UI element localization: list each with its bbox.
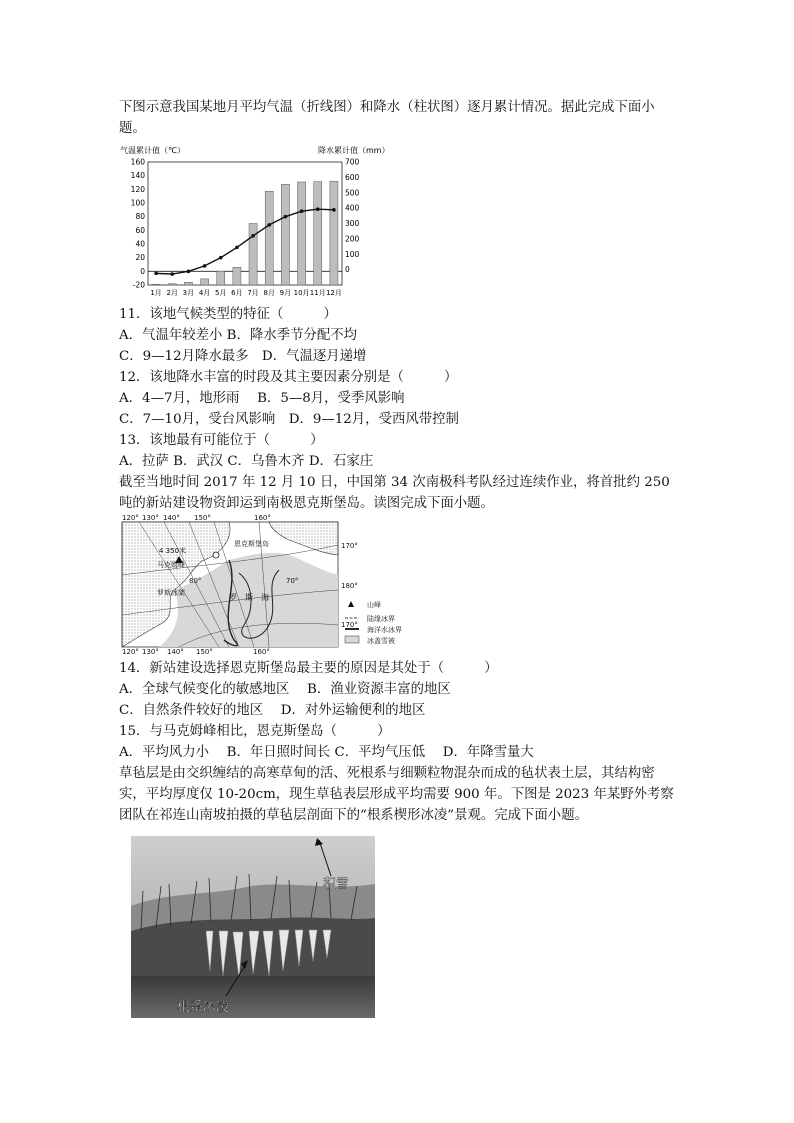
right-tick-label: 200 <box>345 234 360 244</box>
antarctic-map-svg <box>119 515 417 655</box>
legend-sea-ice-label: 海洋水冰界 <box>367 626 402 634</box>
x-tick-label: 5月 <box>215 289 227 297</box>
left-tick-label: -20 <box>132 280 145 290</box>
top-lon-150: 150° <box>194 514 211 522</box>
precip-bar <box>184 282 192 285</box>
top-lon-120: 120° <box>122 514 139 522</box>
bottom-lon-150: 150° <box>196 648 213 656</box>
temp-point <box>284 215 288 219</box>
temp-point <box>332 208 336 212</box>
x-tick-label: 11月 <box>309 289 326 297</box>
peak-name-label: 马克姆峰 <box>157 561 185 569</box>
left-tick-label: 40 <box>135 239 145 249</box>
temp-point <box>203 264 207 268</box>
top-lon-160: 160° <box>254 514 271 522</box>
left-tick-label: 140 <box>130 171 145 181</box>
right-axis-title: 降水累计值（mm） <box>318 146 390 155</box>
left-tick-label: 20 <box>135 253 145 263</box>
q11-options-line1: A．气温年较差小 B．降水季节分配不均 <box>119 328 358 343</box>
left-tick-label: 60 <box>135 225 145 235</box>
right-tick-label: 400 <box>345 203 360 213</box>
q12-options-line1: A．4—7月，地形雨 B．5—8月，受季风影响 <box>119 391 405 406</box>
intro-paragraph-2: 截至当地时间 2017 年 12 月 10 日，中国第 34 次南极科考队经过连续作业，将首批约 250 吨的新站建设物资卸运到南极恩克斯堡岛。读图完成下面小题。 <box>119 475 670 511</box>
q14-stem: 14．新站建设选择恩克斯堡岛最主要的原因是其处于（ ） <box>119 661 498 676</box>
right-label-3: 170° <box>341 621 358 629</box>
temp-point <box>235 246 239 250</box>
root-ice-label: 根系冰凌 <box>177 1000 230 1015</box>
top-lon-130: 130° <box>142 514 159 522</box>
x-tick-label: 2月 <box>166 289 178 297</box>
right-tick-label: 300 <box>345 219 360 228</box>
island-marker <box>213 552 219 558</box>
q12-stem: 12．该地降水丰富的时段及其主要因素分别是（ ） <box>119 370 458 385</box>
ice-shelf-label: 罗斯冰架 <box>157 589 185 597</box>
climate-chart-svg <box>118 142 390 302</box>
left-tick-label: 160 <box>130 157 145 167</box>
turf-profile-svg <box>131 836 375 1018</box>
q14-options-line1: A．全球气候变化的敏感地区 B．渔业资源丰富的地区 <box>119 682 451 697</box>
q15-stem: 15．与马克姆峰相比，恩克斯堡岛（ ） <box>119 724 391 739</box>
antarctic-map <box>119 515 417 655</box>
right-label-1: 170° <box>341 542 358 550</box>
q11-options-line2: C．9—12月降水最多 D．气温逐月递增 <box>119 349 367 364</box>
temp-point <box>170 272 174 276</box>
right-tick-label: 0 <box>345 265 350 275</box>
temp-point <box>267 223 271 227</box>
legend-ice-cover-label: 冰盖雪被 <box>367 637 395 645</box>
turf-profile-photo <box>131 836 375 1018</box>
top-lon-140: 140° <box>163 514 180 522</box>
bottom-lon-130: 130° <box>142 648 159 656</box>
q12-options-line2: C．7—10月，受台风影响 D．9—12月，受西风带控制 <box>119 412 459 427</box>
precip-bar <box>168 284 176 285</box>
legend-ice-cover-swatch <box>345 636 359 643</box>
left-tick-label: 100 <box>130 198 145 208</box>
lat-80-label: 80° <box>189 577 202 585</box>
precip-bar <box>314 182 322 285</box>
x-tick-label: 3月 <box>182 289 195 297</box>
x-tick-label: 4月 <box>198 289 211 297</box>
left-tick-label: 120 <box>130 184 145 194</box>
precip-bar <box>281 184 289 285</box>
q13-stem: 13．该地最有可能位于（ ） <box>119 433 324 448</box>
precip-bar <box>330 181 338 285</box>
x-tick-label: 10月 <box>293 289 310 297</box>
left-tick-label: 0 <box>140 266 145 276</box>
precip-bar <box>201 279 209 285</box>
ross-sea-label: 罗 斯 海 <box>229 593 269 602</box>
q13-options: A．拉萨 B．武汉 C．乌鲁木齐 D．石家庄 <box>119 454 374 469</box>
temp-point <box>154 272 158 276</box>
x-tick-label: 8月 <box>263 289 275 297</box>
intro-paragraph-1: 下图示意我国某地月平均气温（折线图）和降水（柱状图）逐月累计情况。据此完成下面小题。 <box>119 100 655 136</box>
precip-bar <box>298 182 306 285</box>
x-tick-label: 1月 <box>150 289 162 297</box>
temp-point <box>251 234 255 238</box>
plot-frame <box>148 162 342 285</box>
x-tick-label: 12月 <box>325 289 342 297</box>
right-tick-label: 500 <box>345 188 360 198</box>
x-tick-label: 9月 <box>279 289 292 297</box>
q11-stem: 11．该地气候类型的特征（ ） <box>119 307 337 322</box>
temp-point <box>219 256 223 260</box>
q15-options: A．平均风力小 B．年日照时间长 C．平均气压低 D．年降雪量大 <box>119 745 534 760</box>
temp-point <box>316 207 320 211</box>
precip-bar <box>249 224 257 286</box>
x-tick-label: 6月 <box>231 289 243 297</box>
island-label: 恩克斯堡岛 <box>234 540 269 548</box>
bottom-lon-120: 120° <box>122 648 139 656</box>
x-tick-label: 7月 <box>247 289 259 297</box>
legend-peak-icon <box>348 601 354 607</box>
precip-bar <box>265 191 273 285</box>
snow-label: 积雪 <box>323 877 350 892</box>
lat-70-label: 70° <box>286 577 299 585</box>
bottom-lon-160: 160° <box>253 648 270 656</box>
bottom-lon-140: 140° <box>167 648 184 656</box>
climate-chart <box>118 142 390 302</box>
right-tick-label: 600 <box>345 172 360 182</box>
peak-height-label: 4 350米 <box>159 547 187 555</box>
precip-bar <box>152 284 160 285</box>
temp-point <box>187 270 191 274</box>
right-tick-label: 700 <box>345 157 360 167</box>
left-axis-title: 气温累计值（℃） <box>120 146 185 155</box>
right-label-2: 180° <box>341 582 358 590</box>
legend-land-ice-label: 陆缘冰界 <box>367 615 395 623</box>
precip-bar <box>217 271 225 285</box>
right-tick-label: 100 <box>345 249 360 259</box>
precip-bar <box>233 267 241 285</box>
legend-peak-label: 山峰 <box>367 601 381 609</box>
q14-options-line2: C．自然条件较好的地区 D．对外运输便利的地区 <box>119 703 426 718</box>
left-tick-label: 80 <box>135 212 145 222</box>
temp-line <box>156 209 334 274</box>
temp-point <box>300 209 304 213</box>
intro-paragraph-3: 草毡层是由交织缠结的高寒草甸的活、死根系与细颗粒物混杂而成的毡状表土层，其结构密实，平均厚度仅 10-20cm，现生草毡表层形成平均需要 900 年。下图是 2023 年某野外考察团队在祁连山南坡拍摄的草毡层剖面下的“根系楔形冰凌”景观。完成下面小题。 <box>119 766 674 823</box>
